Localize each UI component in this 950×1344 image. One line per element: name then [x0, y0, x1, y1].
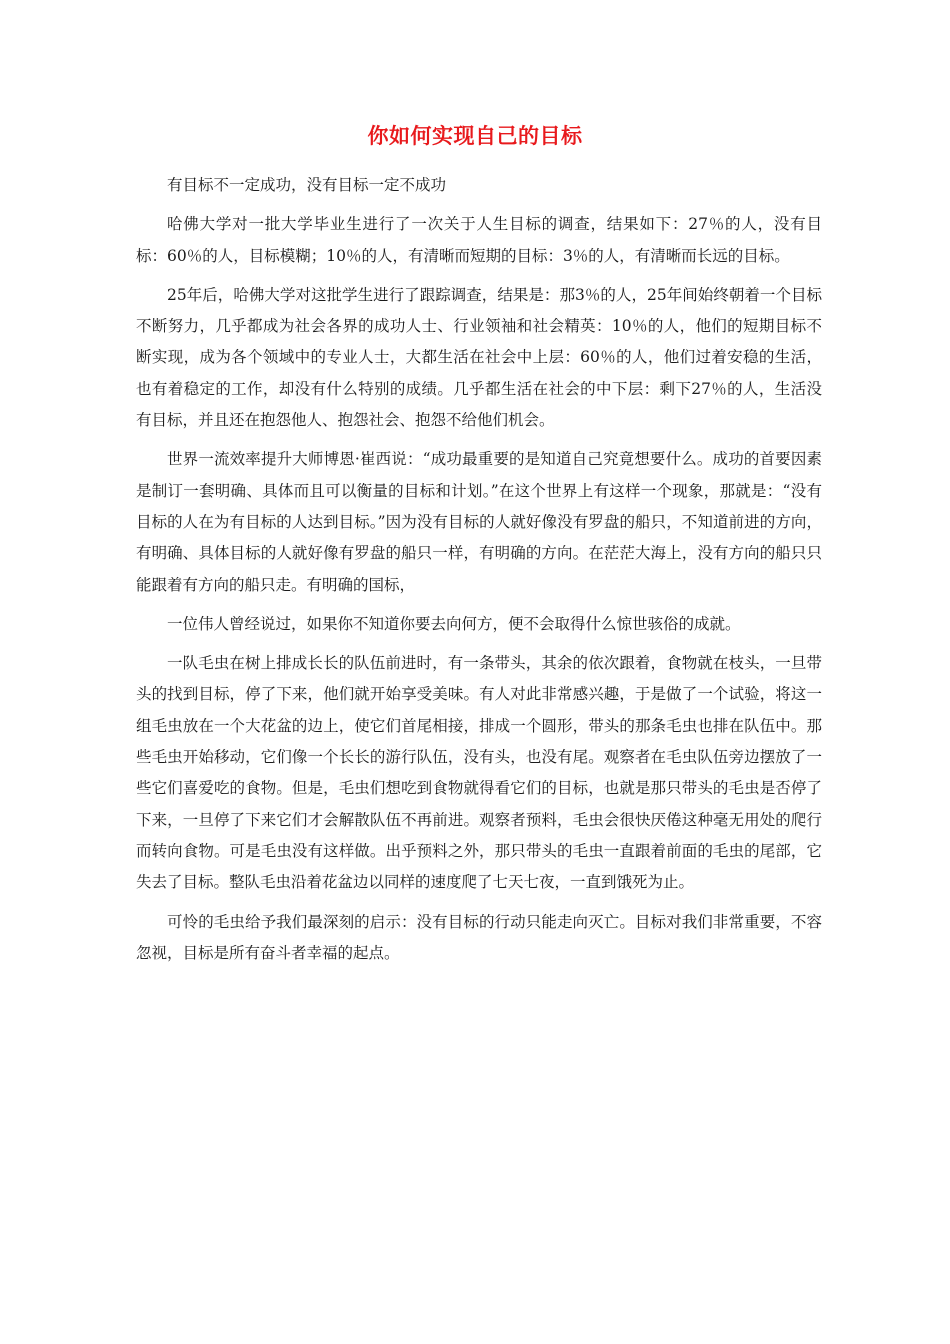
paragraph-great-man-quote: 一位伟人曾经说过，如果你不知道你要去向何方，便不会取得什么惊世骇俗的成就。 [167, 614, 741, 633]
paragraph-harvard-survey: 哈佛大学对一批大学毕业生进行了一次关于人生目标的调查，结果如下：27％的人，没有目标：60％的人，目标模糊；10％的人，有清晰而短期的目标：3％的人，有清晰而长远的目标。 [136, 215, 822, 265]
document-body [136, 170, 822, 977]
paragraph-followup-results: 25年后，哈佛大学对这批学生进行了跟踪调查，结果是：那3％的人，25年间始终朝着一个目标不断努力，几乎都成为社会各界的成功人士、行业领袖和社会精英：10％的人，他们的短期目标不断实现，成为各个领域中的专业人士，大都生活在社会中上层：60％的人，他们过着安稳的生活，也有着稳定的工作，却没有什么特别的成绩。几乎都生活在社会的中下层：剩下27％的人，生活没有目标，并且还在抱怨他人、抱怨社会、抱怨不给他们机会。 [136, 285, 822, 430]
paragraph-brian-tracy: 世界一流效率提升大师博恩·崔西说：“成功最重要的是知道自己究竟想要什么。成功的首要因素是制订一套明确、具体而且可以衡量的目标和计划。”在这个世界上有这样一个现象，那就是：“没有目标的人在为有目标的人达到目标。”因为没有目标的人就好像没有罗盘的船只，不知道前进的方向，有明确、具体目标的人就好像有罗盘的船只一样，有明确的方向。在茫茫大海上，没有方向的船只只能跟着有方向的船只走。有明确的国标， [136, 450, 822, 594]
paragraph-conclusion: 可怜的毛虫给予我们最深刻的启示：没有目标的行动只能走向灭亡。目标对我们非常重要，不容忽视，目标是所有奋斗者幸福的起点。 [136, 912, 822, 962]
document-title: 你如何实现自己的目标 [367, 124, 583, 148]
paragraph-caterpillar-experiment: 一队毛虫在树上排成长长的队伍前进时，有一条带头，其余的依次跟着，食物就在枝头，一旦带头的找到目标，停了下来，他们就开始享受美味。有人对此非常感兴趣，于是做了一个试验，将这一组毛虫放在一个大花盆的边上，使它们首尾相接，排成一个圆形，带头的那条毛虫也排在队伍中。那些毛虫开始移动，它们像一个长长的游行队伍，没有头，也没有尾。观察者在毛虫队伍旁边摆放了一些它们喜爱吃的食物。但是，毛虫们想吃到食物就得看它们的目标，也就是那只带头的毛虫是否停了下来，一旦停了下来它们才会解散队伍不再前进。观察者预料，毛虫会很快厌倦这种毫无用处的爬行而转向食物。可是毛虫没有这样做。出乎预料之外，那只带头的毛虫一直跟着前面的毛虫的尾部，它失去了目标。整队毛虫沿着花盆边以同样的速度爬了七天七夜，一直到饿死为止。 [136, 654, 822, 892]
paragraph-subtitle: 有目标不一定成功，没有目标一定不成功 [167, 176, 447, 194]
